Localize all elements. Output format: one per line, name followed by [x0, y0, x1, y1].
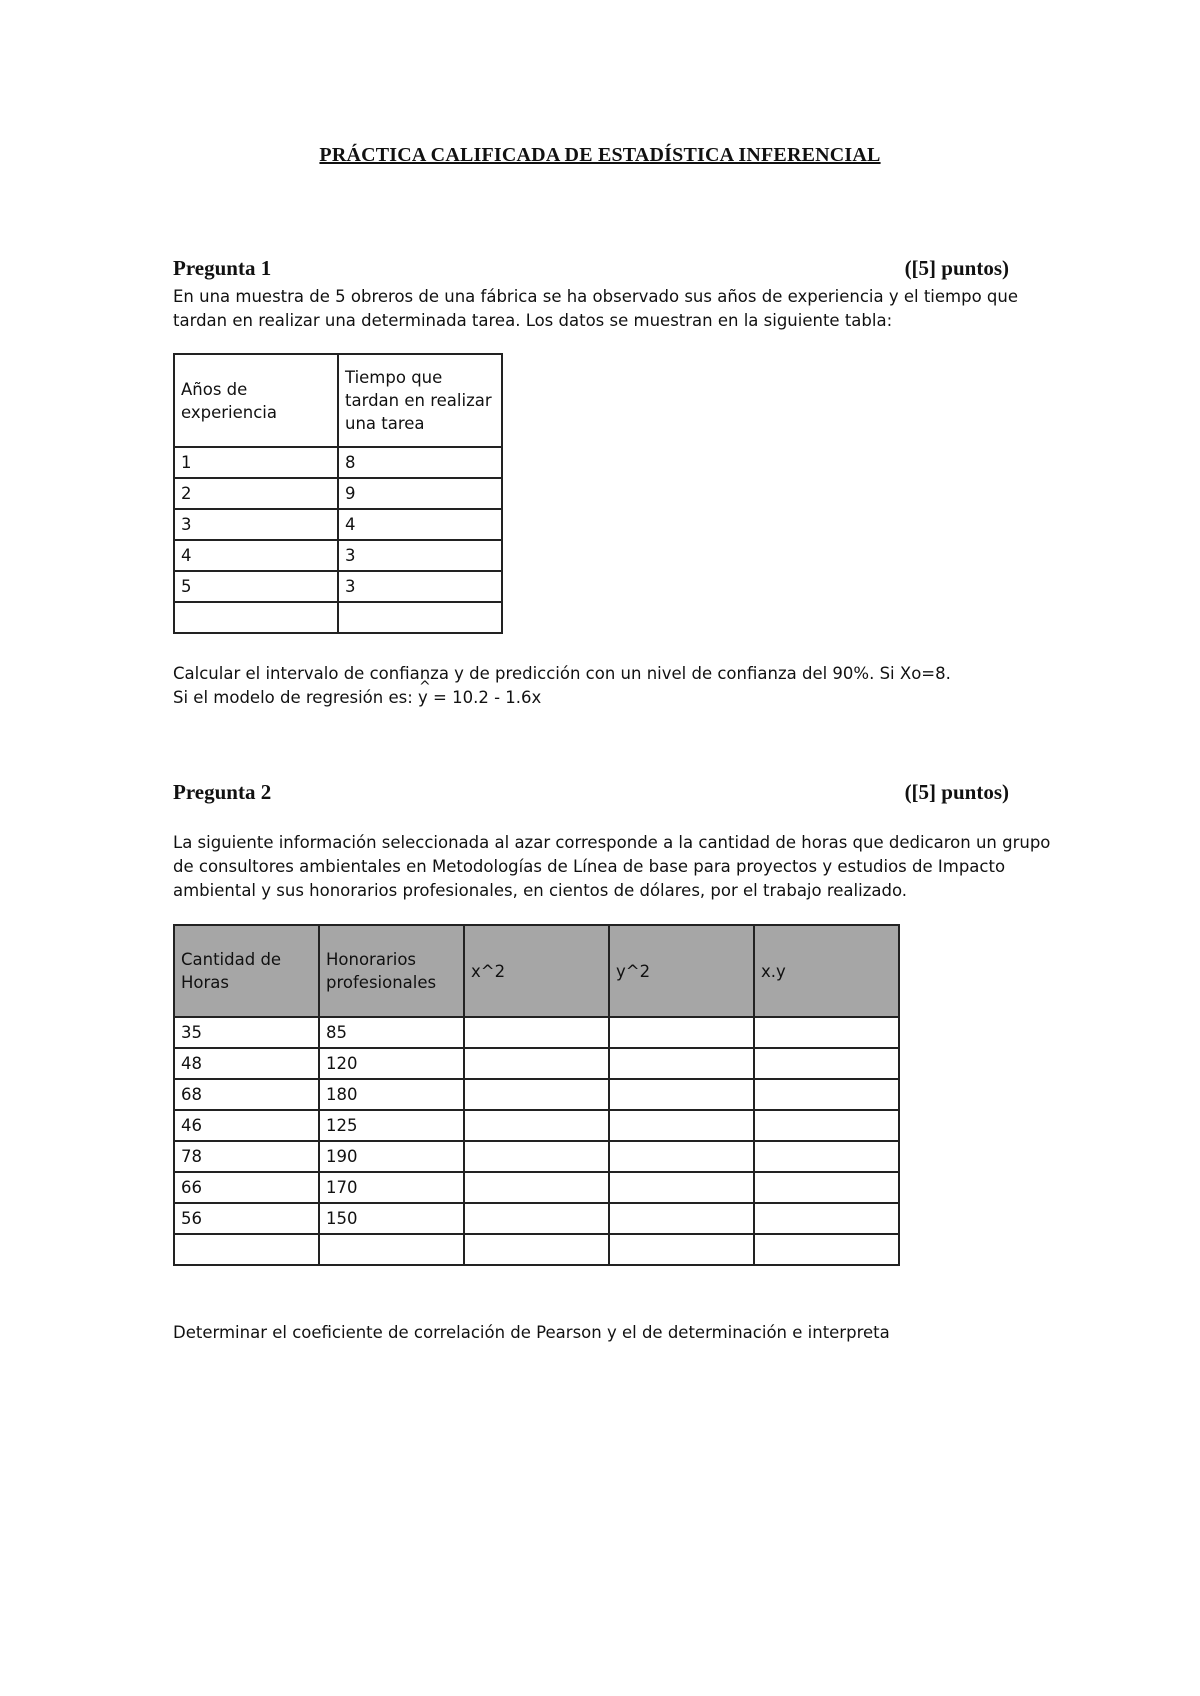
table-row — [174, 1048, 899, 1079]
table-cell — [464, 1234, 609, 1265]
table-cell: 5 — [174, 571, 338, 602]
column-header-years: Años de experiencia — [174, 354, 338, 447]
table-cell: 35 — [174, 1017, 319, 1048]
table-row — [174, 1234, 899, 1265]
table-cell — [609, 1172, 754, 1203]
table-cell — [174, 602, 338, 633]
table-cell: 68 — [174, 1079, 319, 1110]
table-cell — [464, 1141, 609, 1172]
table-cell: 4 — [338, 509, 502, 540]
table-cell — [609, 1234, 754, 1265]
experience-time-table — [173, 353, 503, 634]
question-1-intro-line: En una muestra de 5 obreros de una fábrica se ha observado sus años de experiencia y el tiempo que — [173, 287, 1018, 306]
column-header-time: Tiempo que tardan en realizar una tarea — [338, 354, 502, 447]
table-cell: 3 — [338, 540, 502, 571]
question-2-heading — [173, 780, 1009, 805]
table-cell: 85 — [319, 1017, 464, 1048]
table-cell — [174, 1234, 319, 1265]
table-cell — [464, 1172, 609, 1203]
table-row — [174, 1203, 899, 1234]
table-cell: 4 — [174, 540, 338, 571]
page-title: PRÁCTICA CALIFICADA DE ESTADÍSTICA INFERENCIAL — [319, 144, 881, 166]
table-cell — [754, 1203, 899, 1234]
table-cell — [754, 1172, 899, 1203]
instruction-line: Calcular el intervalo de confianza y de predicción con un nivel de confianza del 90%. Si Xo=8. — [173, 664, 951, 683]
table-cell — [464, 1079, 609, 1110]
table-cell — [464, 1203, 609, 1234]
table-row — [174, 540, 502, 571]
question-1-intro-line: tardan en realizar una determinada tarea. Los datos se muestran en la siguiente tabla: — [173, 311, 893, 330]
table-cell: 3 — [174, 509, 338, 540]
table-cell — [609, 1203, 754, 1234]
table-cell: 150 — [319, 1203, 464, 1234]
y-hat-symbol: ^ y — [418, 686, 428, 710]
table-cell: 46 — [174, 1110, 319, 1141]
table-cell — [754, 1048, 899, 1079]
table-cell — [754, 1079, 899, 1110]
table-row — [174, 602, 502, 633]
question-1-title: Pregunta 1 — [173, 256, 272, 280]
regression-equation: = 10.2 - 1.6x — [433, 688, 542, 707]
table-cell — [464, 1110, 609, 1141]
table-cell: 170 — [319, 1172, 464, 1203]
column-header-y-squared: y^2 — [609, 925, 754, 1017]
table-cell: 180 — [319, 1079, 464, 1110]
table-cell — [338, 602, 502, 633]
table-cell — [609, 1017, 754, 1048]
table-row — [174, 1172, 899, 1203]
table-header-row — [174, 354, 502, 447]
table-cell: 1 — [174, 447, 338, 478]
table-cell — [609, 1048, 754, 1079]
table-cell: 3 — [338, 571, 502, 602]
table-cell — [754, 1234, 899, 1265]
table-cell — [754, 1110, 899, 1141]
question-1-heading — [173, 256, 1009, 281]
question-2-instruction — [173, 1321, 1043, 1345]
question-1-points: ([5] puntos) — [904, 256, 1009, 280]
table-row — [174, 1017, 899, 1048]
table-row — [174, 1079, 899, 1110]
table-cell: 78 — [174, 1141, 319, 1172]
table-cell — [464, 1017, 609, 1048]
table-row — [174, 1141, 899, 1172]
table-row — [174, 571, 502, 602]
table-cell — [464, 1048, 609, 1079]
table-cell — [754, 1017, 899, 1048]
table-cell: 190 — [319, 1141, 464, 1172]
question-2-intro-line: de consultores ambientales en Metodologías de Línea de base para proyectos y estudios de Impacto — [173, 857, 1006, 876]
column-header-xy: x.y — [754, 925, 899, 1017]
regression-label: Si el modelo de regresión es: — [173, 688, 413, 707]
table-row — [174, 478, 502, 509]
question-1-instruction — [173, 662, 1043, 710]
instruction-line: Determinar el coeficiente de correlación de Pearson y el de determinación e interpreta — [173, 1323, 890, 1342]
table-cell — [754, 1141, 899, 1172]
table-cell: 48 — [174, 1048, 319, 1079]
table-cell — [609, 1110, 754, 1141]
table-cell — [609, 1079, 754, 1110]
table-cell: 9 — [338, 478, 502, 509]
table-cell: 2 — [174, 478, 338, 509]
table-cell — [609, 1141, 754, 1172]
question-2-intro-line: ambiental y sus honorarios profesionales, en cientos de dólares, por el trabajo realizado. — [173, 881, 908, 900]
table-cell: 120 — [319, 1048, 464, 1079]
question-2-title: Pregunta 2 — [173, 780, 272, 804]
hours-fees-table — [173, 924, 900, 1266]
question-2-intro-line: La siguiente información seleccionada al azar corresponde a la cantidad de horas que dedicaron un grupo — [173, 833, 1051, 852]
table-cell: 8 — [338, 447, 502, 478]
table-header-row — [174, 925, 899, 1017]
question-2-intro — [173, 831, 1051, 903]
table-cell: 66 — [174, 1172, 319, 1203]
column-header-fees: Honorarios profesionales — [319, 925, 464, 1017]
question-2-points: ([5] puntos) — [904, 780, 1009, 804]
question-1-intro — [173, 285, 1043, 333]
table-row — [174, 509, 502, 540]
table-row — [174, 447, 502, 478]
table-cell — [319, 1234, 464, 1265]
table-cell: 56 — [174, 1203, 319, 1234]
table-row — [174, 1110, 899, 1141]
regression-model-line — [173, 686, 1043, 710]
table-cell: 125 — [319, 1110, 464, 1141]
column-header-hours: Cantidad de Horas — [174, 925, 319, 1017]
column-header-x-squared: x^2 — [464, 925, 609, 1017]
